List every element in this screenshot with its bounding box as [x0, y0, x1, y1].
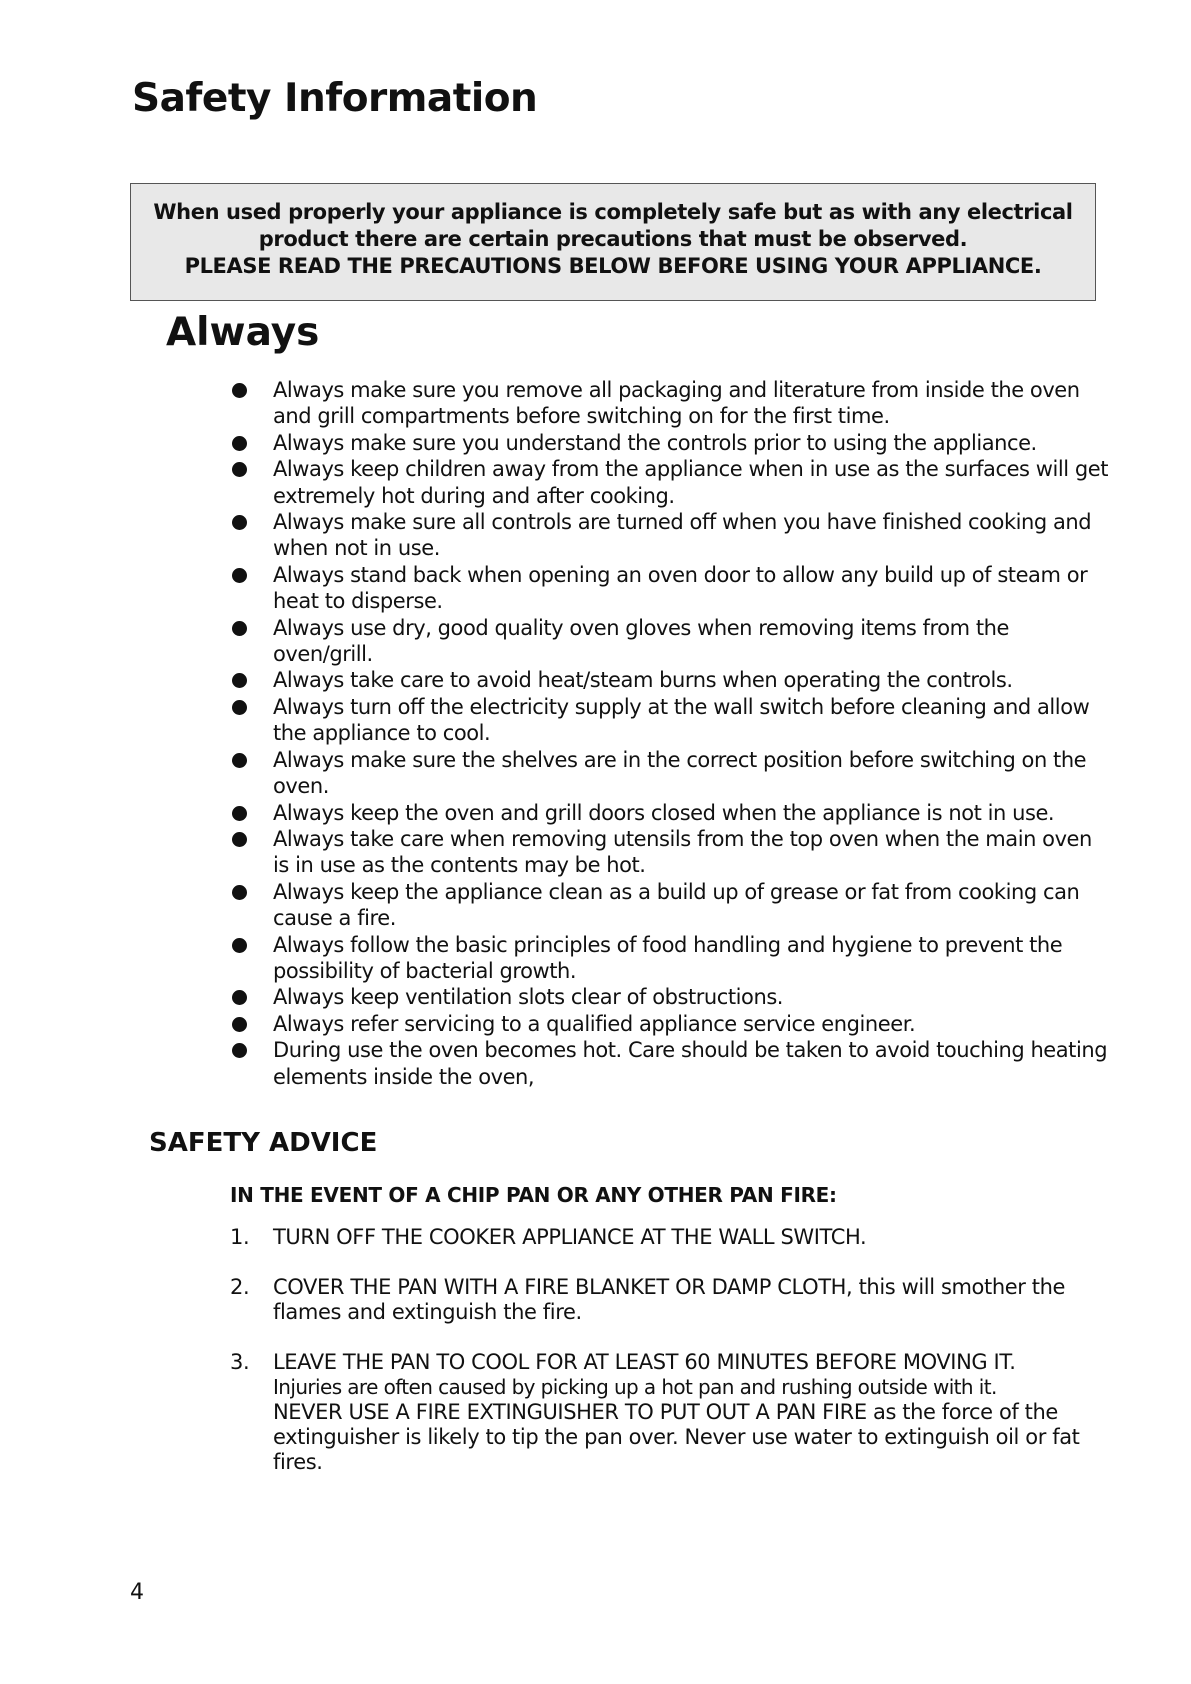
bullet-icon	[232, 621, 247, 636]
bullet-icon	[232, 806, 247, 821]
step-1	[230, 1225, 1090, 1250]
bullet-icon	[232, 832, 247, 847]
step-text: COVER THE PAN WITH A FIRE BLANKET OR DAMP CLOTH, this will smother the flames and extinguish the fire.	[273, 1275, 1066, 1324]
list-item-text: Always stand back when opening an oven door to allow any build up of steam or heat to disperse.	[273, 562, 1088, 614]
page-title: Safety Information	[132, 76, 538, 121]
bullet-icon	[232, 1043, 247, 1058]
pan-fire-heading: IN THE EVENT OF A CHIP PAN OR ANY OTHER PAN FIRE:	[230, 1183, 837, 1207]
list-item	[228, 377, 1108, 430]
list-item	[228, 562, 1108, 615]
bullet-icon	[232, 436, 247, 451]
list-item	[228, 984, 1108, 1010]
precautions-notice-box	[130, 183, 1096, 301]
step-detail-injuries: Injuries are often caused by picking up a hot pan and rushing outside with it.	[273, 1375, 997, 1399]
step-number: 2.	[230, 1275, 250, 1299]
bullet-icon	[232, 462, 247, 477]
bullet-icon	[232, 568, 247, 583]
list-item-text: Always keep the appliance clean as a build up of grease or fat from cooking can cause a fire.	[273, 879, 1080, 931]
list-item	[228, 694, 1108, 747]
safety-advice-heading: SAFETY ADVICE	[149, 1128, 378, 1158]
list-item-text: Always make sure the shelves are in the correct position before switching on the oven.	[273, 747, 1087, 799]
bullet-icon	[232, 753, 247, 768]
list-item-text: Always keep children away from the appliance when in use as the surfaces will get extremely hot during and after cooking.	[273, 457, 1108, 508]
notice-line-2: product there are certain precautions that must be observed.	[258, 227, 968, 251]
bullet-icon	[232, 673, 247, 688]
list-item-text: Always use dry, good quality oven gloves when removing items from the oven/grill.	[273, 615, 1009, 667]
list-item-text: Always take care to avoid heat/steam burns when operating the controls.	[273, 668, 1013, 693]
step-2	[230, 1275, 1090, 1325]
always-list	[228, 377, 1108, 1090]
bullet-icon	[232, 1017, 247, 1032]
list-item-text: Always take care when removing utensils from the top oven when the main oven is in use as the contents may be hot.	[273, 826, 1092, 878]
bullet-icon	[232, 990, 247, 1005]
list-item	[228, 1037, 1108, 1090]
list-item	[228, 800, 1108, 826]
list-item	[228, 932, 1108, 985]
list-item	[228, 430, 1108, 456]
list-item	[228, 509, 1108, 562]
list-item	[228, 826, 1108, 879]
step-text: LEAVE THE PAN TO COOL FOR AT LEAST 60 MINUTES BEFORE MOVING IT.	[273, 1350, 1016, 1374]
list-item-text: Always refer servicing to a qualified appliance service engineer.	[273, 1011, 916, 1036]
list-item-text: During use the oven becomes hot. Care should be taken to avoid touching heating elements inside the oven,	[273, 1038, 1108, 1089]
always-heading: Always	[166, 310, 320, 355]
step-number: 3.	[230, 1350, 250, 1374]
list-item	[228, 667, 1108, 693]
list-item	[228, 615, 1108, 668]
list-item-text: Always make sure you understand the controls prior to using the appliance.	[273, 430, 1037, 455]
bullet-icon	[232, 885, 247, 900]
step-number: 1.	[230, 1225, 250, 1249]
step-detail-extinguisher: NEVER USE A FIRE EXTINGUISHER TO PUT OUT A PAN FIRE as the force of the extinguisher is likely to tip the pan over. Never use water to extinguish oil or fat fires.	[273, 1400, 1080, 1474]
list-item-text: Always follow the basic principles of food handling and hygiene to prevent the possibility of bacterial growth.	[273, 932, 1063, 983]
notice-line-1: When used properly your appliance is completely safe but as with any electrical	[153, 200, 1073, 224]
list-item-text: Always turn off the electricity supply at the wall switch before cleaning and allow the appliance to cool.	[273, 694, 1090, 746]
list-item	[228, 879, 1108, 932]
step-3	[230, 1350, 1090, 1475]
step-text: TURN OFF THE COOKER APPLIANCE AT THE WALL SWITCH.	[273, 1225, 867, 1249]
list-item-text: Always keep ventilation slots clear of obstructions.	[273, 985, 784, 1010]
bullet-icon	[232, 383, 247, 398]
list-item	[228, 456, 1108, 509]
list-item	[228, 1011, 1108, 1037]
list-item	[228, 747, 1108, 800]
bullet-icon	[232, 700, 247, 715]
list-item-text: Always make sure you remove all packaging and literature from inside the oven and grill compartments before switching on for the first time.	[273, 378, 1080, 429]
page-number: 4	[130, 1580, 144, 1605]
bullet-icon	[232, 938, 247, 953]
notice-line-3: PLEASE READ THE PRECAUTIONS BELOW BEFORE USING YOUR APPLIANCE.	[184, 254, 1042, 278]
list-item-text: Always make sure all controls are turned off when you have finished cooking and when not in use.	[273, 510, 1092, 561]
list-item-text: Always keep the oven and grill doors closed when the appliance is not in use.	[273, 800, 1055, 825]
bullet-icon	[232, 515, 247, 530]
